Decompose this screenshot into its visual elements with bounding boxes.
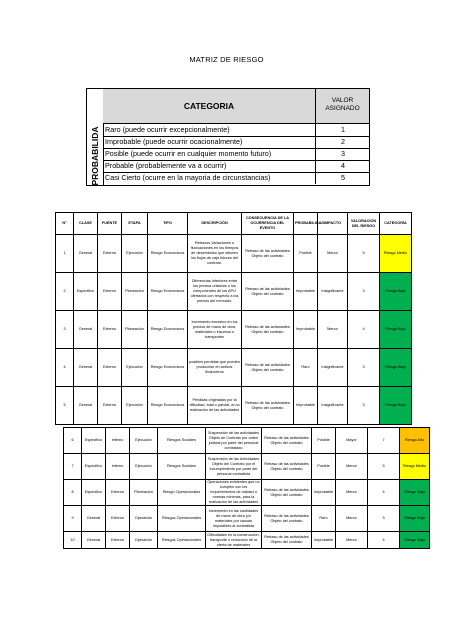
probability-row-value: 3: [315, 148, 370, 160]
cell-categoria: Riesgo Bajo: [400, 480, 430, 506]
cell-etapa: Operación: [130, 506, 158, 532]
cell-tipo: Riesgos Operacionales: [158, 506, 206, 532]
cell-consecuencia: Retraso de las actividades Objeto del contrato: [262, 454, 312, 480]
cell-consecuencia: Retraso de las actividades Objeto del contrato: [262, 532, 312, 549]
cell-consecuencia: Retraso de las actividades Objeto del contrato: [242, 273, 294, 311]
cell-probabilidad: Posible: [294, 235, 318, 273]
cell-descripcion: posibles perdidas que pueden producirse en activos financieros: [188, 349, 242, 387]
cell-probabilidad: Improbable: [312, 532, 336, 549]
cell-probabilidad: Improbable: [312, 480, 336, 506]
cell-clase: Especifico: [82, 454, 106, 480]
probability-row-value: 1: [315, 124, 370, 136]
probability-row: [103, 172, 369, 184]
cell-probabilidad: Posible: [312, 428, 336, 454]
probability-table: [86, 88, 370, 186]
cell-etapa: Ejecución: [122, 349, 148, 387]
probability-side-label-cell: [87, 89, 104, 185]
cell-n: 10: [64, 532, 82, 549]
cell-impacto: Menor: [336, 454, 368, 480]
cell-n: 1: [56, 235, 74, 273]
cell-valoracion: 5: [368, 454, 400, 480]
cell-tipo: Riesgo Economicos: [148, 387, 188, 425]
cell-n: 7: [64, 454, 82, 480]
cell-descripcion: Suspensión de las actividades Objeto de Contrato por orden judicial por parte del personal contratado: [206, 428, 262, 454]
cell-probabilidad: Improbable: [294, 387, 318, 425]
cell-clase: General: [74, 311, 98, 349]
probability-row-text: Casi Cierto (ocurre en la mayoria de circunstancias): [105, 173, 271, 182]
table-row: [56, 387, 412, 425]
cell-clase: General: [82, 506, 106, 532]
cell-etapa: Ejecución: [130, 428, 158, 454]
cell-tipo: Riesgo Economicos: [148, 235, 188, 273]
cell-etapa: Ejecución: [130, 454, 158, 480]
cell-categoria: Riesgo Bajo: [380, 349, 412, 387]
table-row: [56, 273, 412, 311]
cell-descripcion: Retrazos Variaciones o fluctuaciones en los tiempos de desembolso que afecten los flujos de caja futuros del contrato.: [188, 235, 242, 273]
cell-valoracion: 3: [348, 349, 380, 387]
risk-table-header-row: [56, 213, 412, 235]
cell-etapa: Planeación: [122, 311, 148, 349]
header-category: CATEGORIA: [103, 89, 316, 123]
cell-descripcion: Incremento excesivo en los precios de mano de obra, materiales o insumos o transportes: [188, 311, 242, 349]
cell-categoria: Riesgo Bajo: [380, 273, 412, 311]
cell-categoria: Riesgo Bajo: [400, 532, 430, 549]
cell-fuente: Externo: [106, 506, 130, 532]
cell-n: 5: [56, 387, 74, 425]
header-etapa: ETAPA: [122, 213, 148, 235]
cell-etapa: Planeación: [122, 273, 148, 311]
cell-valoracion: 5: [348, 235, 380, 273]
cell-categoria: Riesgo Alto: [400, 428, 430, 454]
cell-categoria: Riesgo Bajo: [380, 387, 412, 425]
cell-probabilidad: Raro: [312, 506, 336, 532]
cell-tipo: Riesgo Operacionales: [158, 480, 206, 506]
cell-consecuencia: Retraso de las actividades Objeto del contrato: [242, 387, 294, 425]
probability-row-value: 2: [315, 136, 370, 148]
cell-impacto: Insignificante: [318, 387, 348, 425]
cell-n: 8: [64, 480, 82, 506]
probability-side-label: PROBABILIDA: [90, 126, 100, 186]
probability-row-text: Posible (puede ocurrir en cualquier momento futuro): [105, 149, 272, 158]
cell-categoria: Riesgo Medio: [400, 454, 430, 480]
cell-clase: General: [74, 235, 98, 273]
cell-clase: Especifico: [82, 428, 106, 454]
table-row: [56, 349, 412, 387]
cell-tipo: Riesgo Economicos: [148, 311, 188, 349]
header-valoracion: VALORACIÓN DEL RIESGO: [348, 213, 380, 235]
header-clase: CLASE: [74, 213, 98, 235]
cell-consecuencia: Retraso de las actividades Objeto del contrato: [262, 506, 312, 532]
cell-fuente: Interno: [106, 454, 130, 480]
header-impacto: IMPACTO: [318, 213, 348, 235]
risk-table-continued: [63, 427, 430, 549]
cell-etapa: Planeación: [130, 480, 158, 506]
table-row: [64, 532, 430, 549]
page-title: MATRIZ DE RIESGO: [189, 55, 264, 64]
cell-tipo: Riesgos Sociales: [158, 454, 206, 480]
probability-row-value: 4: [315, 160, 370, 172]
cell-descripcion: Suspensión de las Actividades Objeto del Contrato por el incumplimiento por parte del personal contratista: [206, 454, 262, 480]
header-tipo: TIPO: [148, 213, 188, 235]
cell-consecuencia: Retraso de las actividades Objeto del contrato: [242, 235, 294, 273]
cell-impacto: Insignificante: [318, 349, 348, 387]
cell-clase: Especifico: [82, 480, 106, 506]
cell-n: 2: [56, 273, 74, 311]
cell-probabilidad: Improbable: [294, 311, 318, 349]
cell-valoracion: 7: [368, 428, 400, 454]
cell-n: 3: [56, 311, 74, 349]
cell-consecuencia: Retraso de las actividades Objeto del contrato: [262, 428, 312, 454]
cell-impacto: Menor: [318, 311, 348, 349]
cell-descripcion: incremento en las cantidades de mano de obra y/o materiales por causas imputables al contratista: [206, 506, 262, 532]
probability-row-text: Probable (probablemente va a ocurrir): [105, 161, 227, 170]
cell-etapa: Ejecución: [122, 235, 148, 273]
cell-valoracion: 3: [348, 273, 380, 311]
cell-impacto: Menor: [318, 235, 348, 273]
cell-tipo: Riesgos Sociales: [158, 428, 206, 454]
cell-descripcion: Dificultades en la construcción, transporte o reducción de la oferta de materiales: [207, 532, 260, 547]
cell-n: 4: [56, 349, 74, 387]
cell-fuente: Externo: [98, 273, 122, 311]
header-consecuencia: CONSECUENCIA DE LA OCURRENCIA DEL EVENTO: [242, 213, 294, 235]
cell-fuente: Externo: [98, 349, 122, 387]
cell-probabilidad: Improbable: [294, 273, 318, 311]
cell-etapa: Operación: [130, 532, 158, 549]
risk-table: [55, 212, 412, 425]
cell-fuente: Externo: [106, 532, 130, 549]
cell-consecuencia: Retraso de las actividades Objeto del contrato: [262, 480, 312, 506]
table-row: [64, 428, 430, 454]
cell-valoracion: 4: [368, 532, 400, 549]
table-row: [64, 506, 430, 532]
cell-clase: General: [74, 349, 98, 387]
cell-valoracion: 3: [348, 387, 380, 425]
cell-n: 9: [64, 506, 82, 532]
cell-tipo: Riesgo Economicos: [148, 349, 188, 387]
cell-etapa: Ejecución: [122, 387, 148, 425]
cell-n: 6: [64, 428, 82, 454]
cell-valoracion: 3: [368, 506, 400, 532]
table-row: [64, 454, 430, 480]
cell-impacto: Menor: [336, 506, 368, 532]
header-descripcion: DESCRIPCIÓN: [188, 213, 242, 235]
cell-clase: General: [74, 387, 98, 425]
cell-fuente: Externo: [98, 311, 122, 349]
probability-row-value: 5: [315, 172, 370, 184]
cell-descripcion: Operaciones existentes que no cumplen con los requerimientos de calidad o normas mínimas, para la realización de las actividades: [207, 480, 260, 504]
probability-row-text: Raro (puede ocurrir excepcionalmente): [105, 125, 230, 134]
cell-descripcion: Pérdidas originadas por la dificultad, total o parcial, en la realización de las actividades: [188, 387, 242, 425]
cell-consecuencia: Retraso de las actividades Objeto del contrato: [242, 311, 294, 349]
header-fuente: FUENTE: [98, 213, 122, 235]
cell-categoria: Riesgo Bajo: [400, 506, 430, 532]
cell-clase: Especifico: [74, 273, 98, 311]
cell-valoracion: 4: [368, 480, 400, 506]
cell-fuente: Externo: [106, 480, 130, 506]
cell-tipo: Riesgo Economicos: [148, 273, 188, 311]
cell-valoracion: 4: [348, 311, 380, 349]
cell-impacto: Mayor: [336, 428, 368, 454]
cell-probabilidad: Raro: [294, 349, 318, 387]
cell-probabilidad: Posible: [312, 454, 336, 480]
header-n: N°: [56, 213, 74, 235]
header-probabilidad: PROBABILIDAD: [294, 213, 318, 235]
cell-descripcion: Diferencias inferiores entre los precios unitarios o los componentes de los APU ofertados con respecto a los precios del mercado.: [188, 273, 242, 311]
cell-fuente: Interno: [106, 428, 130, 454]
cell-categoria: Riesgo Bajo: [380, 311, 412, 349]
cell-fuente: Externo: [98, 235, 122, 273]
table-row: [56, 235, 412, 273]
probability-header: [103, 89, 369, 124]
probability-row-text: Improbable (puede ocurrir ocacionalmente): [105, 137, 243, 146]
cell-consecuencia: Retraso de las actividades Objeto del contrato: [242, 349, 294, 387]
cell-impacto: Menor: [336, 532, 368, 549]
cell-categoria: Riesgo Medio: [380, 235, 412, 273]
table-row: [56, 311, 412, 349]
cell-clase: General: [82, 532, 106, 549]
cell-impacto: Menor: [336, 480, 368, 506]
cell-impacto: Insignificante: [318, 273, 348, 311]
header-value: VALOR ASIGNADO: [325, 97, 360, 112]
cell-fuente: Externo: [98, 387, 122, 425]
header-categoria: CATEGORÍA: [380, 213, 412, 235]
cell-tipo: Riesgos Operacionales: [158, 532, 206, 549]
table-row: [64, 480, 430, 506]
